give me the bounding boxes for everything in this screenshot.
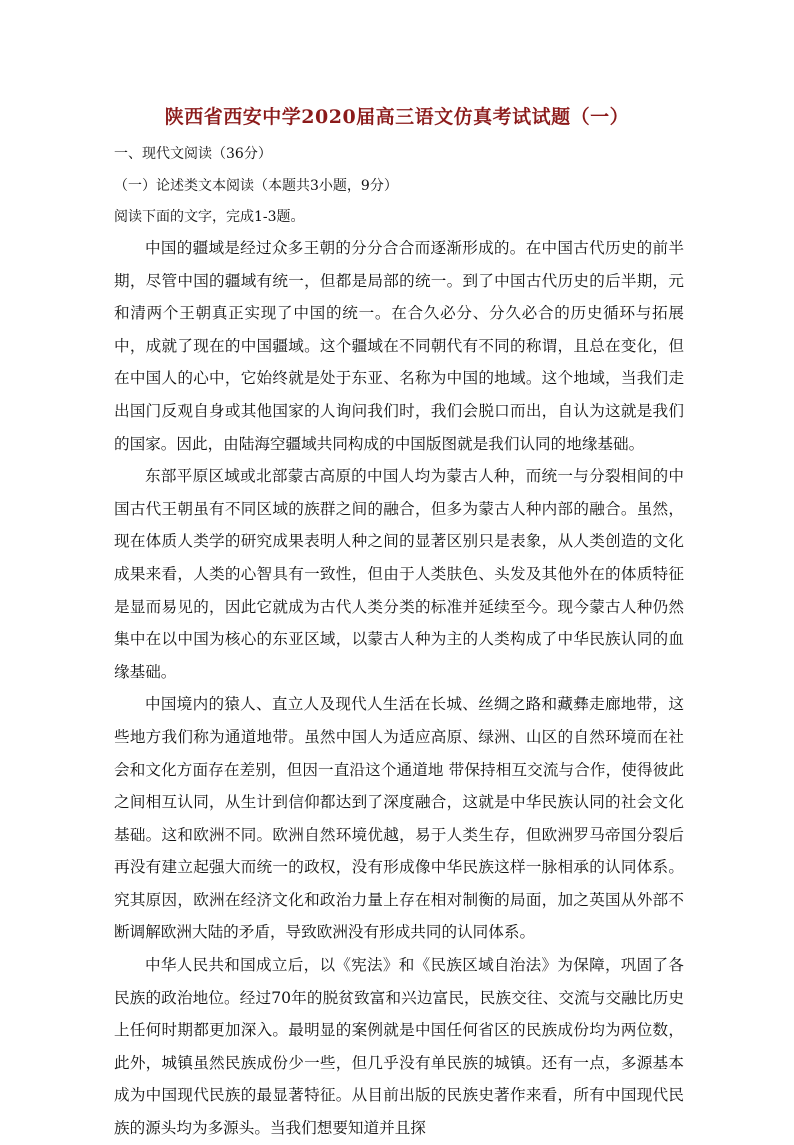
paragraph-2: 东部平原区域或北部蒙古高原的中国人均为蒙古人种，而统一与分裂相间的中国古代王朝虽有不同区域的族群之间的融合，但多为蒙古人种内部的融合。虽然，现在体质人类学的研究成果表明人种之间的显著区别只是表象，从人类创造的文化成果来看，人类的心智具有一致性，但由于人类肤色、头发及其他外在的体质特征是显而易见的，因此它就成为古代人类分类的标准并延续至今。现今蒙古人种仍然集中在以中国为核心的东亚区域，以蒙古人种为主的人类构成了中华民族认同的血缘基础。 <box>114 467 684 681</box>
subsection-heading: （一）论述类文本阅读（本题共3小题，9分） <box>114 178 398 194</box>
paragraph-3: 中国境内的猿人、直立人及现代人生活在长城、丝绸之路和藏彝走廊地带，这些地方我们称为通道地带。虽然中国人为适应高原、绿洲、山区的自然环境而在社会和文化方面存在差别，但因一直沿这个通道地 带保持相互交流与合作，使得彼此之间相互认同，从生计到信仰都达到了深度融合，这就是中华民族认同的社会文化基础。这和欧洲不同。欧洲自然环境优越，易于人类生存，但欧洲罗马帝国分裂后再没有建立起强大而统一的政权，没有形成像中华民族这样一脉相承的认同体系。究其原因，欧洲在经济文化和政治力量上存在相对制衡的局面，加之英国从外部不断调解欧洲大陆的矛盾，导致欧洲没有形成共同的认同体系。 <box>114 695 684 942</box>
instruction-text: 阅读下面的文字，完成1-3题。 <box>114 209 305 225</box>
paragraph-1: 中国的疆域是经过众多王朝的分分合合而逐渐形成的。在中国古代历史的前半期，尽管中国的疆域有统一，但都是局部的统一。到了中国古代历史的后半期，元和清两个王朝真正实现了中国的统一。在合久必分、分久必合的历史循环与拓展中，成就了现在的中国疆域。这个疆域在不同朝代有不同的称谓，且总在变化，但在中国人的心中，它始终就是处于东亚、名称为中国的地域。这个地域，当我们走出国门反观自身或其他国家的人询问我们时，我们会脱口而出，自认为这就是我们的国家。因此，由陆海空疆域共同构成的中国版图就是我们认同的地缘基础。 <box>114 239 684 453</box>
document-title: 陕西省西安中学2020届高三语文仿真考试试题（一） <box>164 106 630 128</box>
paragraph-4: 中华人民共和国成立后，以《宪法》和《民族区域自治法》为保障，巩固了各民族的政治地位。经过70年的脱贫致富和兴边富民，民族交往、交流与交融比历史上任何时期都更加深入。最明显的案例就是中国任何省区的民族成份均为两位数，此外，城镇虽然民族成份少一些，但几乎没有单民族的城镇。还有一点，多源基本成为中国现代民族的最显著特征。从目前出版的民族史著作来看，所有中国现代民族的源头均为多源头。当我们想要知道并且探 <box>114 956 684 1138</box>
section-heading: 一、现代文阅读（36分） <box>114 146 272 162</box>
article-body <box>114 232 684 1145</box>
